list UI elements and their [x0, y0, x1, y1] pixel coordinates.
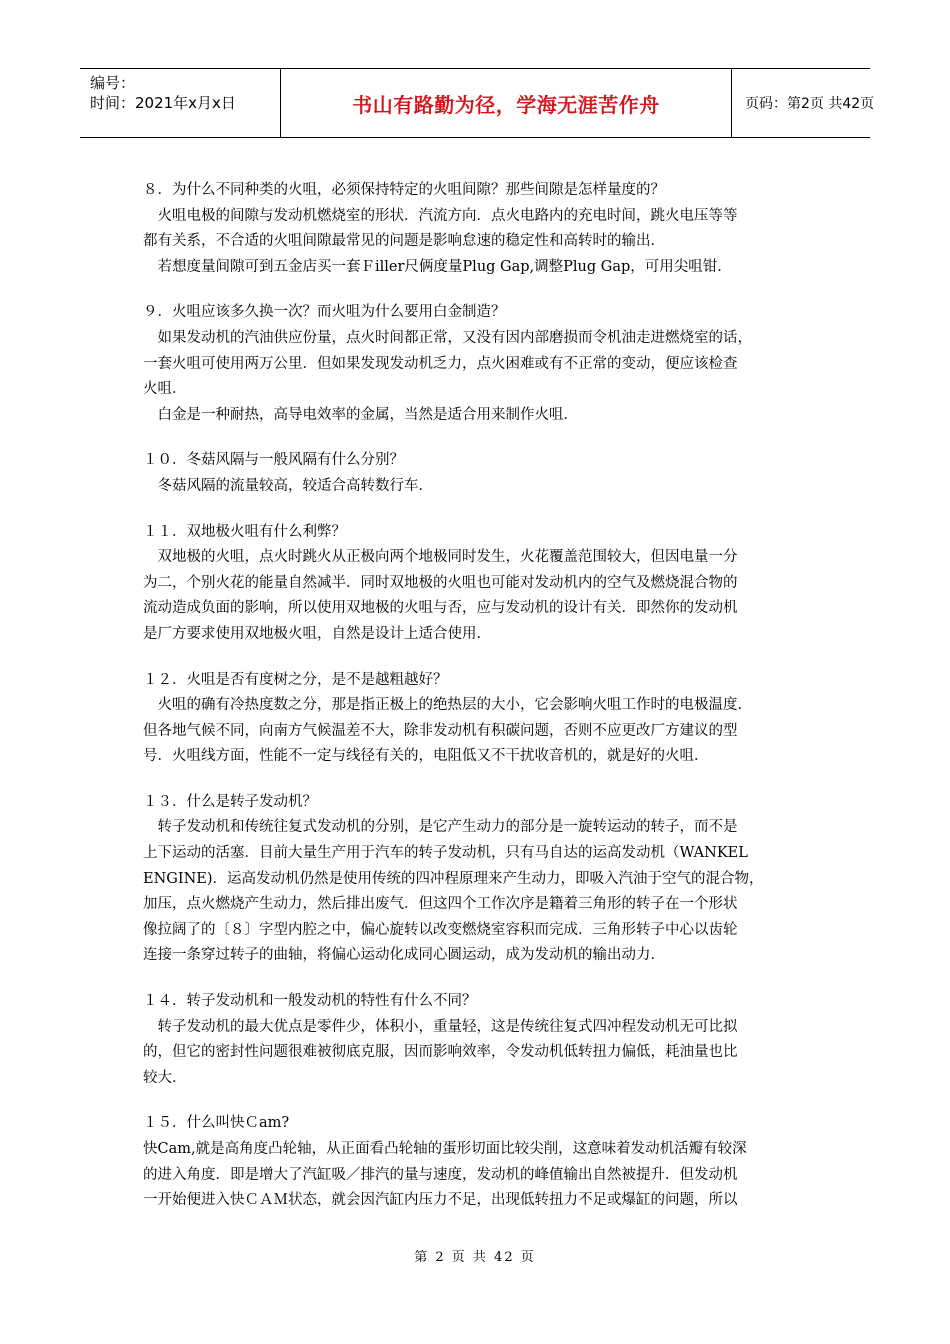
qa-section: [143, 1111, 815, 1213]
answer-line: 的进入角度．即是增大了汽缸吸／排汽的量与速度，发动机的峰值输出自然被提升．但发动机: [143, 1166, 738, 1183]
question-heading: １２．火咀是否有度树之分，是不是越粗越好？: [143, 671, 448, 688]
question-heading: １４．转子发动机和一般发动机的特性有什么不同？: [143, 993, 477, 1010]
document-number-label: 编号：: [90, 74, 136, 92]
answer-line: 上下运动的活塞．目前大量生产用于汽车的转子发动机，只有马自达的运高发动机（WANKEL: [143, 845, 748, 862]
question-heading: １３．什么是转子发动机？: [143, 793, 317, 810]
answer-line: ENGINE)．运高发动机仍然是使用传统的四冲程原理来产生动力，即吸入汽油于空气的混合物，: [143, 870, 764, 887]
question-heading: １１．双地极火咀有什么利弊？: [143, 523, 346, 540]
qa-section: [143, 448, 815, 499]
answer-line: 一套火咀可使用两万公里．但如果发现发动机乏力，点火困难或有不正常的变动，便应该检查: [143, 355, 738, 372]
qa-section: [143, 300, 815, 428]
answer-line: 若想度量间隙可到五金店买一套Ｆiller尺俩度量Plug Gap,调整Plug Gap，可用尖咀钳．: [143, 258, 732, 275]
answer-line: 为二，个别火花的能量自然减半．同时双地极的火咀也可能对发动机内的空气及燃烧混合物的: [143, 574, 738, 591]
answer-line: 火咀．: [143, 381, 187, 398]
answer-line: 转子发动机和传统往复式发动机的分别，是它产生动力的部分是一旋转运动的转子，而不是: [143, 819, 738, 836]
answer-line: 连接一条穿过转子的曲轴，将偏心运动化成同心圆运动，成为发动机的输出动力．: [143, 947, 665, 964]
document-date: 时间：2021年x月x日: [90, 94, 236, 112]
answer-line: 火咀电极的间隙与发动机燃烧室的形状．汽流方向．点火电路内的充电时间，跳火电压等等: [143, 207, 738, 224]
header-motto: 书山有路勤为径，学海无涯苦作舟: [352, 92, 660, 117]
answer-line: 火咀的确有冷热度数之分，那是指正极上的绝热层的大小，它会影响火咀工作时的电极温度．: [143, 697, 752, 714]
page-footer: 第 2 页 共 42 页: [414, 1250, 536, 1265]
answer-line: 转子发动机的最大优点是零件少，体积小，重量轻，这是传统往复式四冲程发动机无可比拟: [143, 1018, 738, 1035]
answer-line: 如果发动机的汽油供应份量，点火时间都正常，又没有因内部磨损而令机油走进燃烧室的话，: [143, 329, 752, 346]
answer-line: 号．火咀线方面，性能不一定与线径有关的，电阻低又不干扰收音机的，就是好的火咀．: [143, 748, 709, 765]
qa-section: [143, 989, 815, 1091]
answer-line: 是厂方要求使用双地极火咀，自然是设计上适合使用．: [143, 625, 491, 642]
answer-line: 像拉阔了的〔８〕字型内腔之中，偏心旋转以改变燃烧室容积而完成．三角形转子中心以齿轮: [143, 921, 738, 938]
question-heading: １０．冬菇风隔与一般风隔有什么分别？: [143, 452, 404, 469]
qa-section: [143, 668, 815, 770]
answer-line: 一开始便进入快ＣＡＭ状态，就会因汽缸内压力不足，出现低转扭力不足或爆缸的问题，所以: [143, 1192, 738, 1209]
qa-section: [143, 178, 815, 280]
qa-section: [143, 520, 815, 648]
answer-line: 流动造成负面的影响，所以使用双地极的火咀与否，应与发动机的设计有关．即然你的发动机: [143, 600, 738, 617]
answer-line: 白金是一种耐热，高导电效率的金属，当然是适合用来制作火咀．: [143, 406, 578, 423]
page-header: [80, 68, 875, 138]
document-body: [143, 178, 815, 1234]
answer-line: 的，但它的密封性问题很难被彻底克服，因而影响效率，令发动机低转扭力偏低，耗油量也比: [143, 1044, 738, 1061]
answer-line: 快Cam,就是高角度凸轮轴，从正面看凸轮轴的蛋形切面比较尖削，这意味着发动机活瓣有较深: [143, 1141, 747, 1157]
question-heading: ８．为什么不同种类的火咀，必须保持特定的火咀间隙？那些间隙是怎样量度的？: [143, 182, 665, 198]
answer-line: 但各地气候不同，向南方气候温差不大，除非发动机有积碳问题，否则不应更改厂方建议的型: [143, 722, 738, 739]
header-page-info: 页码：第2页 共42页: [745, 96, 875, 112]
question-heading: １５．什么叫快Ｃam?: [143, 1115, 290, 1132]
answer-line: 双地极的火咀，点火时跳火从正极向两个地极同时发生，火花覆盖范围较大，但因电量一分: [143, 549, 738, 566]
qa-section: [143, 790, 815, 969]
header-meta: [80, 69, 280, 137]
answer-line: 加压，点火燃烧产生动力，然后排出废气．但这四个工作次序是籍着三角形的转子在一个形状: [143, 896, 738, 913]
answer-line: 都有关系，不合适的火咀间隙最常见的问题是影响怠速的稳定性和高转时的输出．: [143, 233, 665, 250]
header-motto-cell: [280, 69, 732, 137]
answer-line: 冬菇风隔的流量较高，较适合高转数行车．: [143, 477, 433, 494]
question-heading: ９．火咀应该多久换一次？而火咀为什么要用白金制造？: [143, 304, 506, 321]
answer-line: 较大．: [143, 1069, 187, 1086]
